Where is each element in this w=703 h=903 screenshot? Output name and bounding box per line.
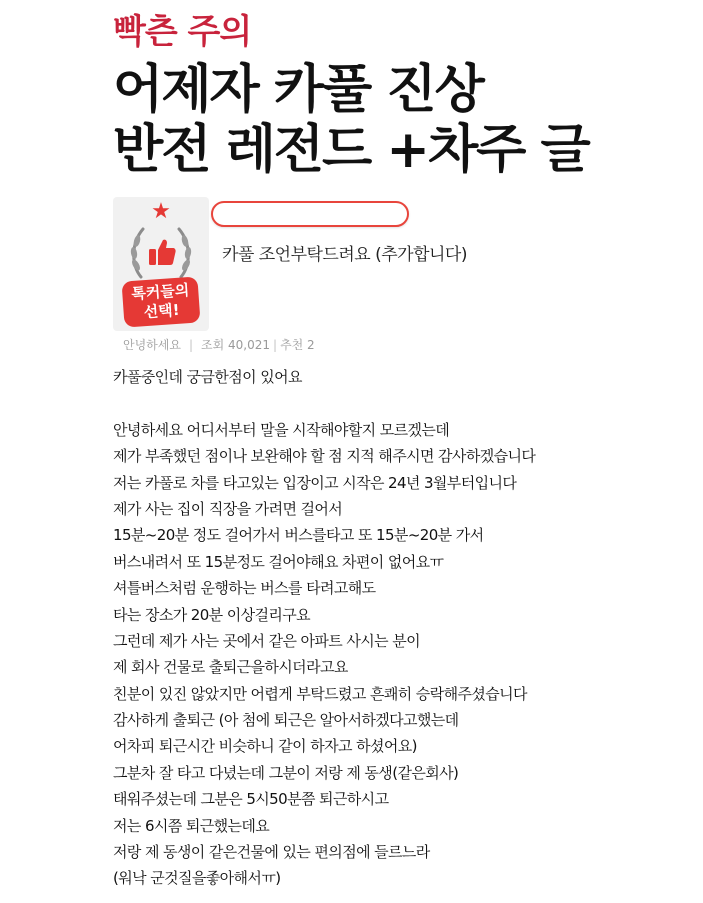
badge-label-line-2: 선택!: [143, 300, 181, 322]
body-line: 어차피 퇴근시간 비슷하니 같이 하자고 하셨어요): [113, 737, 417, 756]
talkers-choice-badge: [113, 197, 209, 331]
post-views: 조회 40,021: [201, 338, 271, 352]
search-pill[interactable]: [211, 201, 409, 227]
body-line: 저는 6시쯤 퇴근했는데요: [113, 816, 270, 835]
paragraph-gap: [113, 390, 698, 416]
badge-label: [121, 276, 200, 327]
thumbs-up-icon: [147, 237, 177, 267]
body-line: 감사하게 출퇴근 (아 첨에 퇴근은 알아서하겠다고했는데: [113, 711, 459, 730]
meta-divider: |: [188, 338, 194, 352]
body-line: 안녕하세요 어디서부터 말을 시작해야할지 모르겠는데: [113, 420, 450, 439]
body-line: (워낙 군것질을좋아해서ㅠ): [113, 869, 281, 888]
body-line: 제가 사는 집이 직장을 가려면 걸어서: [113, 499, 343, 518]
body-line: 타는 장소가 20분 이상걸리구요: [113, 605, 311, 624]
post-body-paragraph: [113, 417, 698, 892]
meta-divider: |: [273, 338, 278, 352]
body-line: 저랑 제 동생이 같은건물에 있는 편의점에 들르느라: [113, 843, 430, 862]
headline-title-line-1: 어제자 카풀 진상: [113, 60, 483, 120]
kicker-text: 빡츤 주의: [113, 12, 252, 52]
body-line: 친분이 있진 않았지만 어렵게 부탁드렸고 흔쾌히 승락해주셨습니다: [113, 684, 527, 703]
post-title[interactable]: 카풀 조언부탁드려요 (추가합니다): [222, 245, 467, 265]
body-line: 저는 카풀로 차를 타고있는 입장이고 시작은 24년 3월부터입니다: [113, 473, 517, 492]
post-meta: [123, 336, 315, 354]
post-body: [113, 364, 698, 892]
post-recommend: 추천 2: [280, 338, 315, 352]
body-line: 그분차 잘 타고 다녔는데 그분이 저랑 제 동생(같은회사): [113, 763, 459, 782]
body-line: 제 회사 건물로 출퇴근을하시더라고요: [113, 658, 348, 677]
post-author[interactable]: 안녕하세요: [123, 338, 181, 352]
body-line: 버스내려서 또 15분정도 걸어야해요 차편이 없어요ㅠ: [113, 552, 444, 571]
post-body-first-line: 카풀중인데 궁금한점이 있어요: [113, 368, 302, 386]
body-line: 그런데 제가 사는 곳에서 같은 아파트 사시는 분이: [113, 631, 420, 650]
headline-title-line-2: 반전 레전드 +차주 글: [113, 120, 589, 180]
star-icon: ★: [151, 199, 171, 224]
body-line: 셔틀버스처럼 운행하는 버스를 타려고해도: [113, 579, 376, 598]
body-line: 제가 부족했던 점이나 보완해야 할 점 지적 해주시면 감사하겠습니다: [113, 447, 536, 466]
badge-label-line-1: 톡커들의: [130, 281, 190, 304]
body-line: 태워주셨는데 그분은 5시50분쯤 퇴근하시고: [113, 790, 389, 809]
body-line: 15분~20분 정도 걸어가서 버스를타고 또 15분~20분 가서: [113, 526, 484, 545]
headline: [113, 10, 693, 180]
